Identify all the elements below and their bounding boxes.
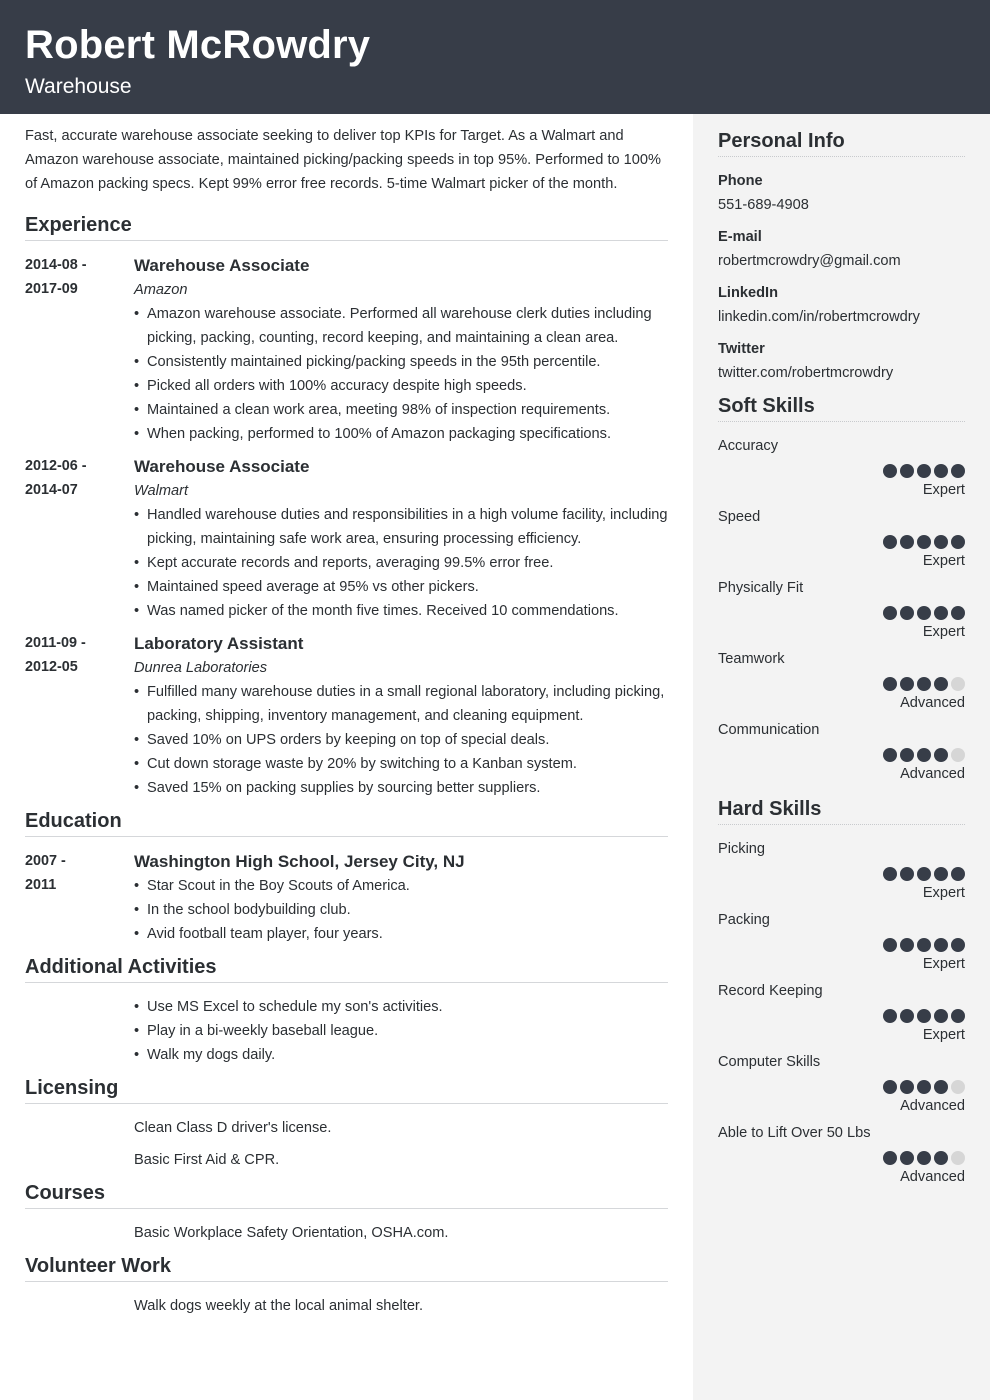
- entry-title: Washington High School, Jersey City, NJ: [134, 852, 465, 871]
- rating-dot-empty: [951, 748, 965, 762]
- skill-rating: [718, 748, 965, 762]
- rating-dot-filled: [900, 748, 914, 762]
- activities-list: [25, 995, 668, 1067]
- info-label: Twitter: [718, 341, 765, 357]
- entry-date: [25, 631, 134, 800]
- rating-dot-filled: [934, 1080, 948, 1094]
- main-column: [25, 124, 668, 1326]
- bullet-item: • In the school bodybuilding club.: [134, 898, 668, 922]
- skill-level: Expert: [922, 956, 965, 972]
- skill-name: Computer Skills: [718, 1054, 821, 1070]
- skill-level: Expert: [922, 885, 965, 901]
- rating-dot-filled: [951, 1009, 965, 1023]
- skill-name: Communication: [718, 722, 820, 738]
- rating-dot-filled: [883, 535, 897, 549]
- rating-dot-filled: [883, 1151, 897, 1165]
- personal-info-title: Personal Info: [718, 128, 965, 157]
- hard-skills-list: [718, 837, 965, 1189]
- rating-dot-filled: [883, 748, 897, 762]
- courses-item: Basic Workplace Safety Orientation, OSHA.com.: [134, 1225, 449, 1241]
- rating-dot-empty: [951, 677, 965, 691]
- rating-dot-filled: [883, 1080, 897, 1094]
- skill-name: Physically Fit: [718, 580, 804, 596]
- bullet-item: • Cut down storage waste by 20% by switching to a Kanban system.: [134, 752, 668, 776]
- bullet-item: • When packing, performed to 100% of Amazon packaging specifications.: [134, 422, 668, 446]
- skill-rating: [718, 1151, 965, 1165]
- skill-item: [718, 576, 965, 644]
- entry-bullets: [134, 874, 668, 946]
- bullet-item: • Star Scout in the Boy Scouts of America.: [134, 874, 668, 898]
- rating-dot-filled: [917, 464, 931, 478]
- rating-dot-filled: [883, 606, 897, 620]
- entry-item: [25, 849, 668, 946]
- experience-title: Experience: [25, 212, 668, 241]
- courses-section: [25, 1180, 668, 1245]
- skill-rating: [718, 1080, 965, 1094]
- rating-dot-filled: [900, 464, 914, 478]
- rating-dot-filled: [917, 677, 931, 691]
- education-section: [25, 808, 668, 946]
- rating-dot-filled: [917, 606, 931, 620]
- skill-name: Accuracy: [718, 438, 779, 454]
- info-label: E-mail: [718, 229, 762, 245]
- rating-dot-filled: [883, 464, 897, 478]
- bullet-item: • Consistently maintained picking/packing speeds in the 95th percentile.: [134, 350, 668, 374]
- rating-dot-filled: [934, 938, 948, 952]
- entry-title: Warehouse Associate: [134, 256, 310, 275]
- skill-item: [718, 1121, 965, 1189]
- entry-item: [25, 454, 668, 623]
- info-value: linkedin.com/in/robertmcrowdry: [718, 309, 920, 325]
- rating-dot-filled: [883, 938, 897, 952]
- bullet-item: • Use MS Excel to schedule my son's activities.: [134, 995, 668, 1019]
- skill-name: Teamwork: [718, 651, 785, 667]
- skill-rating: [718, 535, 965, 549]
- skill-name: Record Keeping: [718, 983, 823, 999]
- skill-level: Advanced: [900, 1098, 965, 1114]
- skill-rating: [718, 606, 965, 620]
- skill-name: Speed: [718, 509, 761, 525]
- personal-info-list: [718, 169, 965, 385]
- skill-item: [718, 647, 965, 715]
- skill-level: Expert: [922, 553, 965, 569]
- skill-item: [718, 837, 965, 905]
- rating-dot-filled: [934, 464, 948, 478]
- skill-item: [718, 434, 965, 502]
- rating-dot-filled: [934, 535, 948, 549]
- rating-dot-filled: [951, 464, 965, 478]
- volunteer-section: [25, 1253, 668, 1318]
- rating-dot-empty: [951, 1080, 965, 1094]
- licensing-title: Licensing: [25, 1075, 668, 1104]
- skill-rating: [718, 867, 965, 881]
- entry-item: [25, 631, 668, 800]
- info-value: 551-689-4908: [718, 197, 809, 213]
- rating-dot-filled: [951, 867, 965, 881]
- rating-dot-empty: [951, 1151, 965, 1165]
- rating-dot-filled: [900, 1151, 914, 1165]
- courses-title: Courses: [25, 1180, 668, 1209]
- skill-rating: [718, 677, 965, 691]
- rating-dot-filled: [883, 1009, 897, 1023]
- rating-dot-filled: [934, 1009, 948, 1023]
- bullet-item: • Maintained speed average at 95% vs other pickers.: [134, 575, 668, 599]
- entry-bullets: [134, 680, 668, 800]
- volunteer-title: Volunteer Work: [25, 1253, 668, 1282]
- entry-date: [25, 253, 134, 446]
- entry-body: [134, 631, 668, 800]
- candidate-name: Robert McRowdry: [25, 23, 371, 67]
- licensing-section: [25, 1075, 668, 1172]
- rating-dot-filled: [883, 867, 897, 881]
- rating-dot-filled: [934, 867, 948, 881]
- bullet-item: • Walk my dogs daily.: [134, 1043, 668, 1067]
- rating-dot-filled: [917, 535, 931, 549]
- entry-company: Amazon: [134, 282, 188, 298]
- bullet-item: • Play in a bi-weekly baseball league.: [134, 1019, 668, 1043]
- bullet-item: • Handled warehouse duties and responsibilities in a high volume facility, including picking, maintaining safe work area, ensuring processing efficiency.: [134, 503, 668, 551]
- skill-item: [718, 908, 965, 976]
- skill-level: Advanced: [900, 1169, 965, 1185]
- bullet-item: • Avid football team player, four years.: [134, 922, 668, 946]
- rating-dot-filled: [917, 1009, 931, 1023]
- skill-name: Picking: [718, 841, 766, 857]
- entry-date-start: 2014-08 -: [25, 257, 87, 273]
- skill-rating: [718, 464, 965, 478]
- entry-body: [134, 454, 668, 623]
- rating-dot-filled: [934, 677, 948, 691]
- entry-date-end: 2011: [25, 877, 57, 893]
- skill-level: Expert: [922, 1027, 965, 1043]
- resume-header: [0, 0, 990, 114]
- rating-dot-filled: [934, 748, 948, 762]
- experience-list: [25, 253, 668, 800]
- skill-item: [718, 718, 965, 786]
- skill-level: Advanced: [900, 766, 965, 782]
- rating-dot-filled: [934, 1151, 948, 1165]
- bullet-item: • Kept accurate records and reports, averaging 99.5% error free.: [134, 551, 668, 575]
- skill-rating: [718, 1009, 965, 1023]
- activities-section: [25, 954, 668, 1067]
- courses-list: [25, 1221, 668, 1245]
- rating-dot-filled: [917, 867, 931, 881]
- bullet-item: • Amazon warehouse associate. Performed all warehouse clerk duties including picking, packing, counting, record keeping, and maintaining a clean area.: [134, 302, 668, 350]
- entry-date: [25, 849, 134, 946]
- info-item: [718, 281, 965, 329]
- bullet-item: • Picked all orders with 100% accuracy despite high speeds.: [134, 374, 668, 398]
- rating-dot-filled: [917, 748, 931, 762]
- licensing-item: Basic First Aid & CPR.: [134, 1152, 280, 1168]
- entry-body: [134, 253, 668, 446]
- info-item: [718, 169, 965, 217]
- experience-section: [25, 212, 668, 800]
- rating-dot-filled: [934, 606, 948, 620]
- rating-dot-filled: [900, 1080, 914, 1094]
- entry-bullets: [134, 503, 668, 623]
- skill-item: [718, 1050, 965, 1118]
- skill-item: [718, 505, 965, 573]
- entry-date-start: 2012-06 -: [25, 458, 87, 474]
- entry-date-end: 2017-09: [25, 281, 78, 297]
- rating-dot-filled: [917, 1151, 931, 1165]
- rating-dot-filled: [900, 867, 914, 881]
- info-label: LinkedIn: [718, 285, 778, 301]
- skill-item: [718, 979, 965, 1047]
- soft-skills-title: Soft Skills: [718, 393, 965, 422]
- summary-text: Fast, accurate warehouse associate seeking to deliver top KPIs for Target. As a Walmart and Amazon warehouse associate, maintained picking/packing speeds in top 95%. Performed to 100% of Amazon packing specs. Kept 99% error free records. 5-time Walmart picker of the month.: [25, 128, 662, 192]
- entry-body: [134, 849, 668, 946]
- rating-dot-filled: [883, 677, 897, 691]
- entry-item: [25, 253, 668, 446]
- rating-dot-filled: [951, 535, 965, 549]
- info-value: twitter.com/robertmcrowdry: [718, 365, 894, 381]
- bullet-item: • Saved 10% on UPS orders by keeping on top of special deals.: [134, 728, 668, 752]
- entry-date-start: 2011-09 -: [25, 635, 86, 651]
- skill-name: Packing: [718, 912, 770, 928]
- skill-rating: [718, 938, 965, 952]
- info-item: [718, 337, 965, 385]
- licensing-list: [25, 1116, 668, 1172]
- sidebar: [693, 114, 990, 1400]
- licensing-item: Clean Class D driver's license.: [134, 1120, 332, 1136]
- bullet-item: • Was named picker of the month five times. Received 10 commendations.: [134, 599, 668, 623]
- rating-dot-filled: [900, 938, 914, 952]
- rating-dot-filled: [951, 938, 965, 952]
- rating-dot-filled: [951, 606, 965, 620]
- hard-skills-title: Hard Skills: [718, 796, 965, 825]
- entry-title: Warehouse Associate: [134, 457, 310, 476]
- rating-dot-filled: [917, 938, 931, 952]
- entry-date-start: 2007 -: [25, 853, 66, 869]
- soft-skills-list: [718, 434, 965, 786]
- education-list: [25, 849, 668, 946]
- entry-title: Laboratory Assistant: [134, 634, 304, 653]
- bullet-item: • Saved 15% on packing supplies by sourcing better suppliers.: [134, 776, 668, 800]
- rating-dot-filled: [917, 1080, 931, 1094]
- rating-dot-filled: [900, 606, 914, 620]
- rating-dot-filled: [900, 677, 914, 691]
- entry-bullets: [134, 302, 668, 446]
- entry-date: [25, 454, 134, 623]
- entry-company: Dunrea Laboratories: [134, 660, 268, 676]
- bullet-item: • Fulfilled many warehouse duties in a small regional laboratory, including picking, packing, shipping, inventory management, and cleaning equipment.: [134, 680, 668, 728]
- entry-date-end: 2014-07: [25, 482, 78, 498]
- entry-date-end: 2012-05: [25, 659, 78, 675]
- skill-level: Advanced: [900, 695, 965, 711]
- info-label: Phone: [718, 173, 763, 189]
- skill-level: Expert: [922, 482, 965, 498]
- volunteer-list: [25, 1294, 668, 1318]
- bullet-item: • Maintained a clean work area, meeting 98% of inspection requirements.: [134, 398, 668, 422]
- candidate-role: Warehouse: [25, 75, 132, 98]
- rating-dot-filled: [900, 1009, 914, 1023]
- activities-title: Additional Activities: [25, 954, 668, 983]
- education-title: Education: [25, 808, 668, 837]
- skill-level: Expert: [922, 624, 965, 640]
- info-value: robertmcrowdry@gmail.com: [718, 253, 901, 269]
- volunteer-item: Walk dogs weekly at the local animal shelter.: [134, 1298, 424, 1314]
- entry-company: Walmart: [134, 483, 189, 499]
- skill-name: Able to Lift Over 50 Lbs: [718, 1125, 871, 1141]
- info-item: [718, 225, 965, 273]
- rating-dot-filled: [900, 535, 914, 549]
